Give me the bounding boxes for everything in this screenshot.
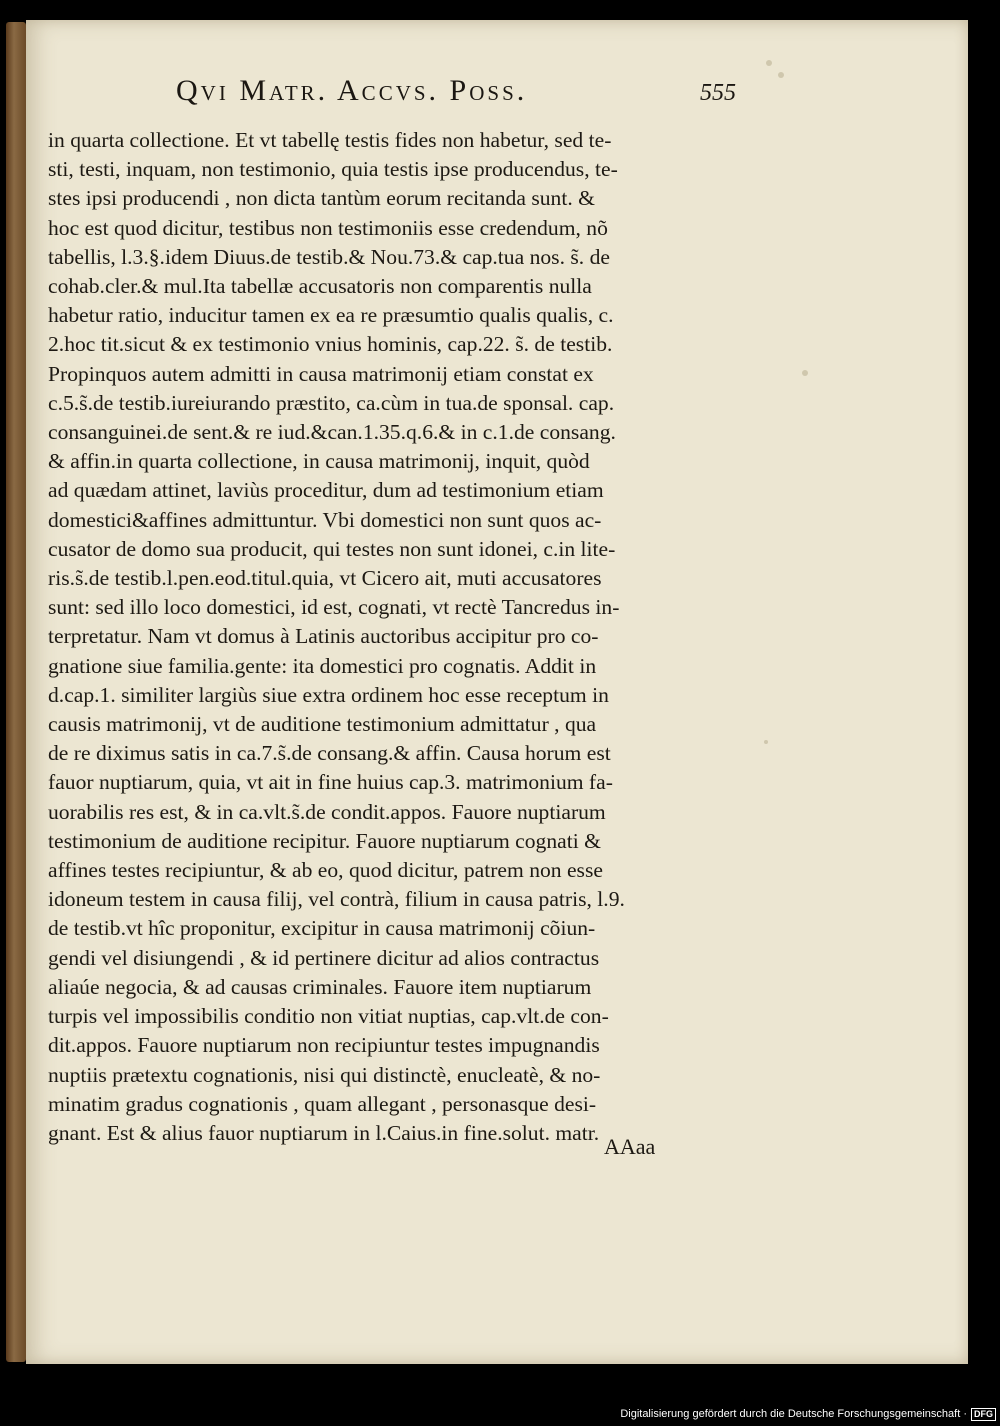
text-line: fauor nuptiarum, quia, vt ait in fine huius cap.3. matrimonium fa- [48,770,613,795]
text-line: & affin.in quarta collectione, in causa matrimonij, inquit, quòd [48,449,590,474]
digitization-credit [620,1406,996,1422]
text-line: consanguinei.de sent.& re iud.&can.1.35.q.6.& in c.1.de consang. [48,420,616,445]
text-line: 2.hoc tit.sicut & ex testimonio vnius hominis, cap.22. s̃. de testib. [48,332,613,357]
text-line: gendi vel disiungendi , & id pertinere dicitur ad alios contractus [48,945,600,970]
text-line: c.5.s̃.de testib.iureiurando præstito, ca.cùm in tua.de sponsal. cap. [48,390,615,415]
text-line: de testib.vt hîc proponitur, excipitur in causa matrimonij cõiun- [48,916,596,941]
text-line: testimonium de auditione recipitur. Fauore nuptiarum cognati & [48,828,601,853]
text-line: dit.appos. Fauore nuptiarum non recipiuntur testes impugnandis [48,1033,600,1058]
text-line: de re diximus satis in ca.7.s̃.de consang.& affin. Causa horum est [48,741,611,766]
text-line: aliaúe negocia, & ad causas criminales. Fauore item nuptiarum [48,974,592,999]
text-line: cohab.cler.& mul.Ita tabellæ accusatoris non comparentis nulla [48,274,592,299]
running-title: Qvi Matr. Accvs. Poss. [176,74,528,107]
text-line: d.cap.1. similiter largiùs siue extra ordinem hoc esse receptum in [48,682,609,707]
text-line: causis matrimonij, vt de auditione testimonium admittatur , qua [48,712,597,737]
text-line: sti, testi, inquam, non testimonio, quia testis ipse producendus, te- [48,157,618,182]
text-line: uorabilis res est, & in ca.vlt.s̃.de condit.appos. Fauore nuptiarum [48,799,606,824]
text-line: tabellis, l.3.§.idem Diuus.de testib.& Nou.73.& cap.tua nos. s̃. de [48,244,610,269]
text-line: in quarta collectione. Et vt tabellę testis fides non habetur, sed te- [48,128,612,152]
text-line: terpretatur. Nam vt domus à Latinis auctoribus accipitur pro co- [48,624,599,649]
text-line: idoneum testem in causa filij, vel contrà, filium in causa patris, l.9. [48,887,625,912]
body-text [48,126,738,1148]
page-number: 555 [700,80,736,106]
text-line: ris.s̃.de testib.l.pen.eod.titul.quia, vt Cicero ait, muti accusatores [48,566,602,591]
book-spine [6,22,26,1362]
text-line: nuptiis prætextu cognationis, nisi qui distinctè, enucleatè, & no- [48,1062,601,1087]
text-line: turpis vel impossibilis conditio non vitiat nuptias, cap.vlt.de con- [48,1004,609,1029]
text-line: minatim gradus cognationis , quam allegant , personasque desi- [48,1091,597,1116]
text-line: gnant. Est & alius fauor nuptiarum in l.Caius.in fine.solut. matr. [48,1120,600,1145]
text-line: affines testes recipiuntur, & ab eo, quod dicitur, patrem non esse [48,858,603,883]
text-line: hoc est quod dicitur, testibus non testimoniis esse credendum, nõ [48,215,608,240]
text-line: sunt: sed illo loco domestici, id est, cognati, vt rectè Tancredus in- [48,595,620,620]
text-line: cusator de domo sua producit, qui testes non sunt idonei, c.in lite- [48,536,616,561]
text-line: Propinquos autem admitti in causa matrimonij etiam constat ex [48,361,594,386]
text-line: gnatione siue familia.gente: ita domestici pro cognatis. Addit in [48,653,597,678]
text-line: ad quædam attinet, laviùs proceditur, dum ad testimonium etiam [48,478,604,503]
text-line: habetur ratio, inducitur tamen ex ea re præsumtio qualis qualis, c. [48,303,614,328]
text-line: domestici&affines admittuntur. Vbi domestici non sunt quos ac- [48,507,602,532]
credit-text: Digitalisierung gefördert durch die Deutsche Forschungsgemeinschaft · [620,1408,967,1420]
text-line: stes ipsi producendi , non dicta tantùm eorum recitanda sunt. & [48,186,595,211]
signature-mark: AAaa [604,1134,656,1159]
dfg-logo: DFG [971,1408,996,1421]
